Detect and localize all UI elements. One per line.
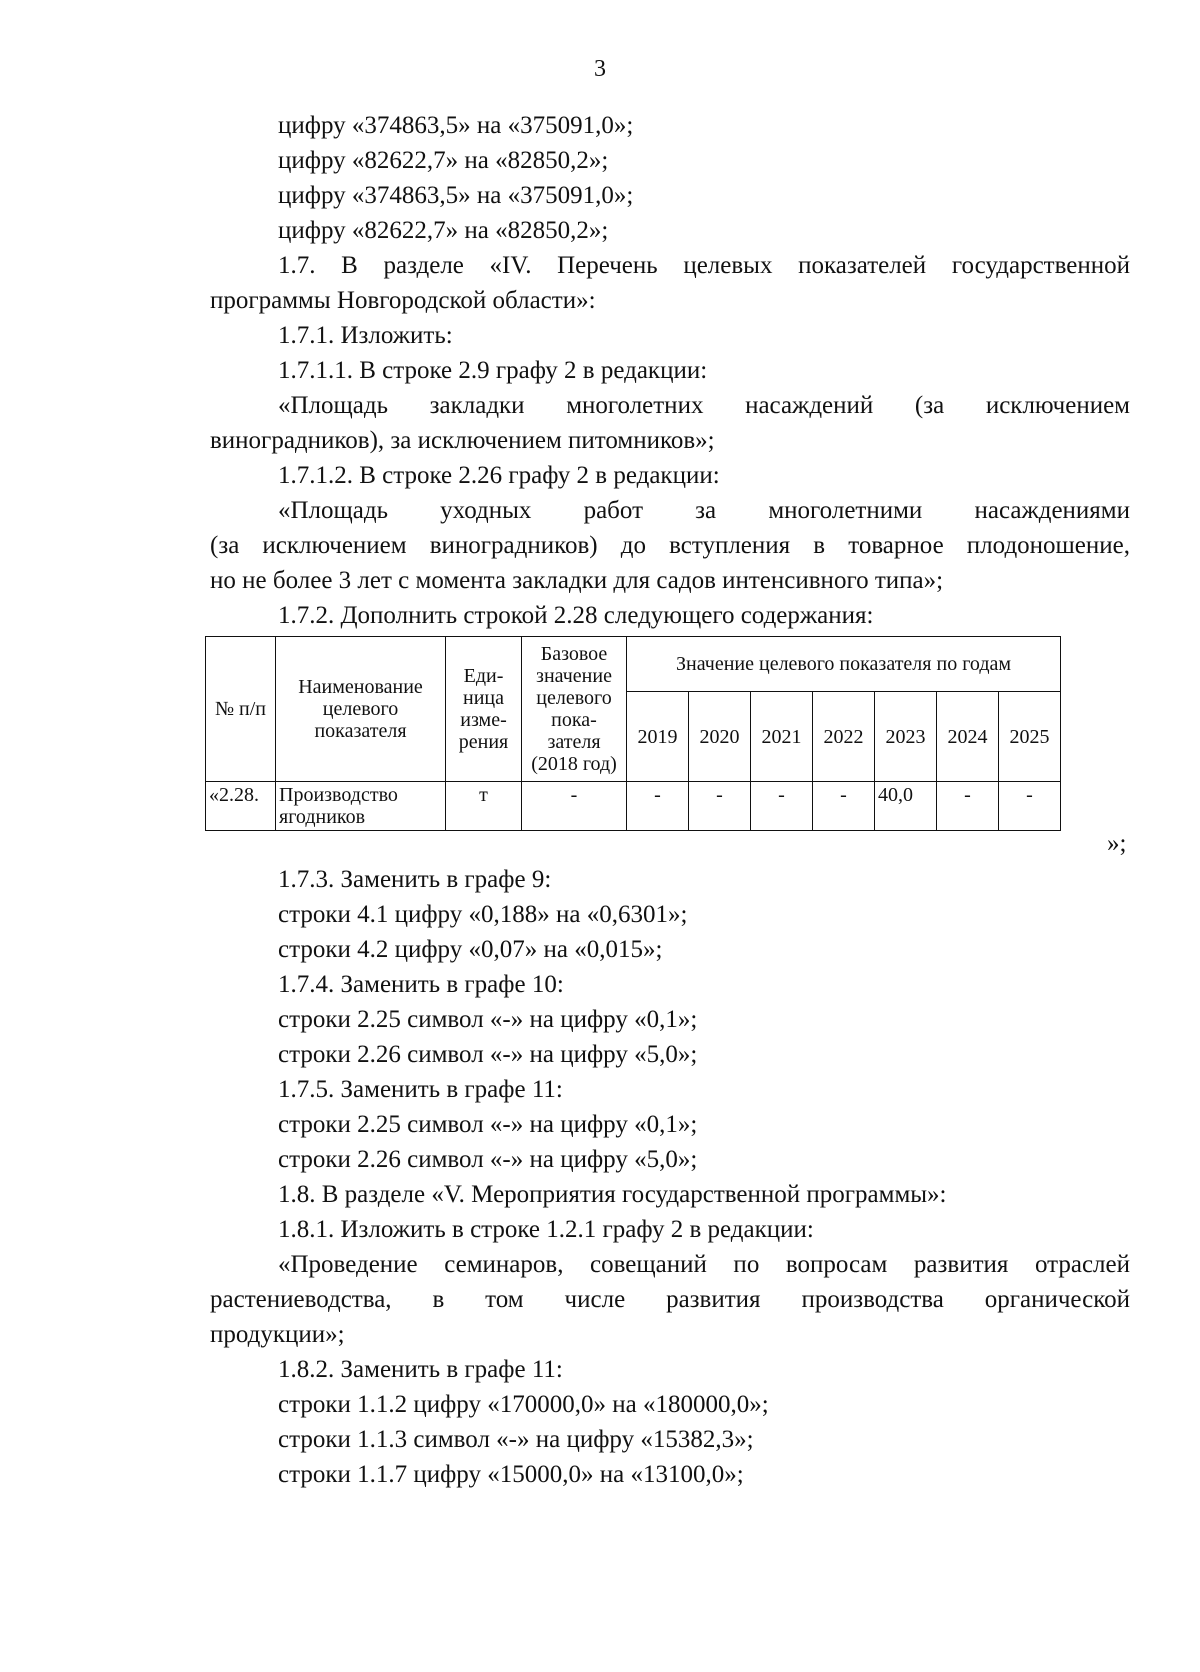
header-year: 2023 xyxy=(875,692,937,782)
text-line: строки 2.25 символ «-» на цифру «0,1»; xyxy=(278,1111,698,1138)
text-line: 1.7.1.2. В строке 2.26 графу 2 в редакции: xyxy=(278,462,720,489)
row-value: - xyxy=(627,782,689,831)
text-line: строки 2.26 символ «-» на цифру «5,0»; xyxy=(278,1146,698,1173)
text-line: строки 1.1.2 цифру «170000,0» на «180000,0»; xyxy=(278,1391,769,1418)
text-line: 1.7.1. Изложить: xyxy=(278,322,453,349)
row-value: - xyxy=(999,782,1061,831)
text-block-top xyxy=(210,108,1130,633)
text-line: 1.7.1.1. В строке 2.9 графу 2 в редакции: xyxy=(278,357,708,384)
indicator-table-wrapper xyxy=(205,636,1135,831)
text-line: «Площадь закладки многолетних насаждений (за исключением xyxy=(278,392,1130,419)
header-year: 2022 xyxy=(813,692,875,782)
text-line: цифру «82622,7» на «82850,2»; xyxy=(278,147,609,174)
row-value: - xyxy=(689,782,751,831)
indicator-table xyxy=(205,636,1061,831)
row-unit: т xyxy=(446,782,522,831)
header-year: 2025 xyxy=(999,692,1061,782)
text-line: «Проведение семинаров, совещаний по вопросам развития отраслей xyxy=(278,1251,1130,1278)
table-closing-mark: »; xyxy=(1107,830,1127,857)
header-year: 2020 xyxy=(689,692,751,782)
text-line: строки 2.26 символ «-» на цифру «5,0»; xyxy=(278,1041,698,1068)
text-line: 1.8.2. Заменить в графе 11: xyxy=(278,1356,563,1383)
text-line: продукции»; xyxy=(210,1321,345,1348)
text-line: растениеводства, в том числе развития производства органической xyxy=(210,1286,1130,1313)
text-block-bottom xyxy=(210,862,1130,1492)
page-number: 3 xyxy=(594,56,606,82)
header-year: 2024 xyxy=(937,692,999,782)
table-row xyxy=(206,782,1061,831)
header-year: 2021 xyxy=(751,692,813,782)
row-name: Производство ягодников xyxy=(276,782,446,831)
text-line: 1.7.4. Заменить в графе 10: xyxy=(278,971,564,998)
text-line: 1.8.1. Изложить в строке 1.2.1 графу 2 в редакции: xyxy=(278,1216,814,1243)
table-header-row xyxy=(206,637,1061,692)
text-line: цифру «374863,5» на «375091,0»; xyxy=(278,182,634,209)
text-line: строки 1.1.3 символ «-» на цифру «15382,3»; xyxy=(278,1426,754,1453)
header-name: Наименование целевого показателя xyxy=(276,637,446,782)
text-line: «Площадь уходных работ за многолетними насаждениями xyxy=(278,497,1130,524)
text-line: 1.7.5. Заменить в графе 11: xyxy=(278,1076,563,1103)
row-value: - xyxy=(813,782,875,831)
text-line: 1.7.2. Дополнить строкой 2.28 следующего содержания: xyxy=(278,602,874,629)
row-value: - xyxy=(751,782,813,831)
header-unit: Еди-ница изме-рения xyxy=(446,637,522,782)
text-line: строки 4.1 цифру «0,188» на «0,6301»; xyxy=(278,901,688,928)
header-num: № п/п xyxy=(206,637,276,782)
text-line: строки 1.1.7 цифру «15000,0» на «13100,0»; xyxy=(278,1461,744,1488)
row-num: «2.28. xyxy=(206,782,276,831)
row-value: - xyxy=(937,782,999,831)
text-line: виноградников), за исключением питомников»; xyxy=(210,427,715,454)
text-line: программы Новгородской области»: xyxy=(210,287,596,314)
text-line: (за исключением виноградников) до вступления в товарное плодоношение, xyxy=(210,532,1130,559)
text-line: 1.8. В разделе «V. Мероприятия государственной программы»: xyxy=(278,1181,947,1208)
text-line: цифру «374863,5» на «375091,0»; xyxy=(278,112,634,139)
text-line: 1.7. В разделе «IV. Перечень целевых показателей государственной xyxy=(278,252,1130,279)
text-line: но не более 3 лет с момента закладки для садов интенсивного типа»; xyxy=(210,567,944,594)
text-line: строки 2.25 символ «-» на цифру «0,1»; xyxy=(278,1006,698,1033)
text-line: цифру «82622,7» на «82850,2»; xyxy=(278,217,609,244)
header-year: 2019 xyxy=(627,692,689,782)
text-line: 1.7.3. Заменить в графе 9: xyxy=(278,866,552,893)
header-base: Базовое значение целевого пока-зателя (2018 год) xyxy=(522,637,627,782)
row-base: - xyxy=(522,782,627,831)
header-values-group: Значение целевого показателя по годам xyxy=(627,637,1061,692)
text-line: строки 4.2 цифру «0,07» на «0,015»; xyxy=(278,936,663,963)
row-value: 40,0 xyxy=(875,782,937,831)
